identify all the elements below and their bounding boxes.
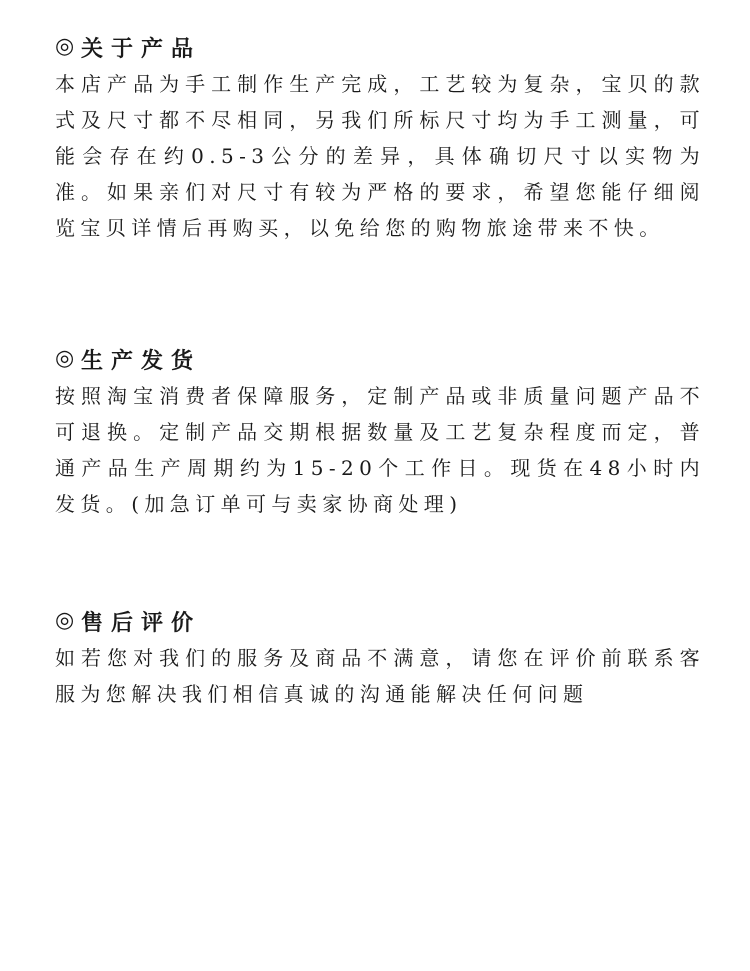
production-shipping-title: 生产发货 [81, 348, 202, 374]
production-shipping-heading [55, 342, 705, 376]
about-product-heading [55, 30, 705, 64]
after-sales-title: 售后评价 [81, 610, 202, 636]
about-product-section [55, 30, 705, 246]
double-circle-icon: ◎ [55, 608, 75, 633]
production-shipping-text: 按照淘宝消费者保障服务，定制产品或非质量问题产品不可退换。定制产品交期根据数量及工艺复杂程度而定，普通产品生产周期约为15-20个工作日。现货在48小时内发货。(加急订单可与卖家协商处理) [55, 384, 705, 516]
production-shipping-section [55, 342, 705, 522]
about-product-text: 本店产品为手工制作生产完成，工艺较为复杂，宝贝的款式及尺寸都不尽相同，另我们所标尺寸均为手工测量，可能会存在约0.5-3公分的差异，具体确切尺寸以实物为准。如果亲们对尺寸有较为严格的要求，希望您能仔细阅览宝贝详情后再购买，以免给您的购物旅途带来不快。 [55, 72, 705, 240]
double-circle-icon: ◎ [55, 34, 75, 59]
double-circle-icon: ◎ [55, 346, 75, 371]
after-sales-section [55, 604, 705, 712]
after-sales-text: 如若您对我们的服务及商品不满意，请您在评价前联系客服为您解决我们相信真诚的沟通能解决任何问题 [55, 646, 705, 706]
about-product-title: 关于产品 [81, 36, 202, 62]
after-sales-heading [55, 604, 705, 638]
